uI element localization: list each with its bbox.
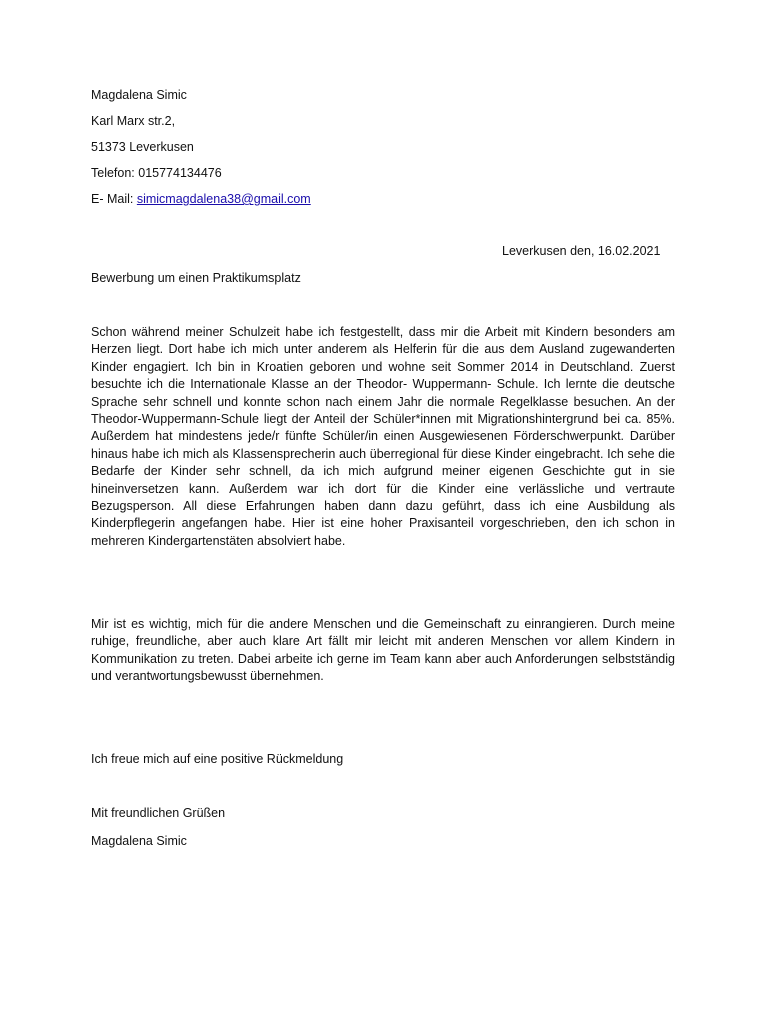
date-line: Leverkusen den, 16.02.2021	[502, 244, 661, 258]
sender-street: Karl Marx str.2,	[91, 114, 176, 128]
closing-greeting: Mit freundlichen Grüßen	[91, 806, 226, 820]
body-paragraph-2: Mir ist es wichtig, mich für die andere Menschen und die Gemeinschaft zu einrangieren. Durch meine ruhige, freundliche, aber auch klare Art fällt mir leicht mit anderen Menschen vor allem Kindern in Kommunikation zu treten. Dabei arbeite ich gerne im Team kann aber auch Anforderungen selbstständig und verantwortungsbewusst übernehmen.	[91, 617, 675, 684]
sender-city: 51373 Leverkusen	[91, 140, 194, 154]
sender-email-line	[91, 191, 311, 207]
email-label: E- Mail:	[91, 192, 137, 206]
signature-name: Magdalena Simic	[91, 834, 187, 848]
body-paragraph-1: Schon während meiner Schulzeit habe ich festgestellt, dass mir die Arbeit mit Kindern besonders am Herzen liegt. Dort habe ich mich unter anderem als Helferin für die aus dem Ausland zugewanderten Kinder engagiert. Ich bin in Kroatien geboren und wohne seit Sommer 2014 in Deutschland. Zuerst besuchte ich die Internationale Klasse an der Theodor- Wuppermann- Schule. Ich lernte die deutsche Sprache sehr schnell und konnte schon nach einem Jahr die normale Regelklasse besuchen. An der Theodor-Wuppermann-Schule liegt der Anteil der Schüler*innen mit Migrationshintergrund bei ca. 85%. Außerdem hat mindestens jede/r fünfte Schüler/in einen Ausgewiesenen Förderschwerpunkt. Darüber hinaus habe ich mich als Klassensprecherin auch überregional für diese Kinder eingebracht. Ich sehe die Bedarfe der Kinder sehr schnell, da ich mich aufgrund meiner eigenen Geschichte gut in sie hineinversetzen kann. Außerdem war ich dort für die Kinder eine verlässliche und vertraute Bezugsperson. All diese Erfahrungen haben dann dazu geführt, dass ich eine Ausbildung als Kinderpflegerin angefangen habe. Hier ist eine hoher Praxisanteil vorgeschrieben, den ich schon in mehreren Kindergartenstäten absolviert habe.	[91, 325, 675, 548]
sender-name: Magdalena Simic	[91, 88, 187, 102]
email-link[interactable]: simicmagdalena38@gmail.com	[136, 192, 311, 206]
closing-line: Ich freue mich auf eine positive Rückmeldung	[91, 752, 344, 766]
sender-phone: Telefon: 015774134476	[91, 166, 222, 180]
subject-line: Bewerbung um einen Praktikumsplatz	[91, 271, 301, 285]
